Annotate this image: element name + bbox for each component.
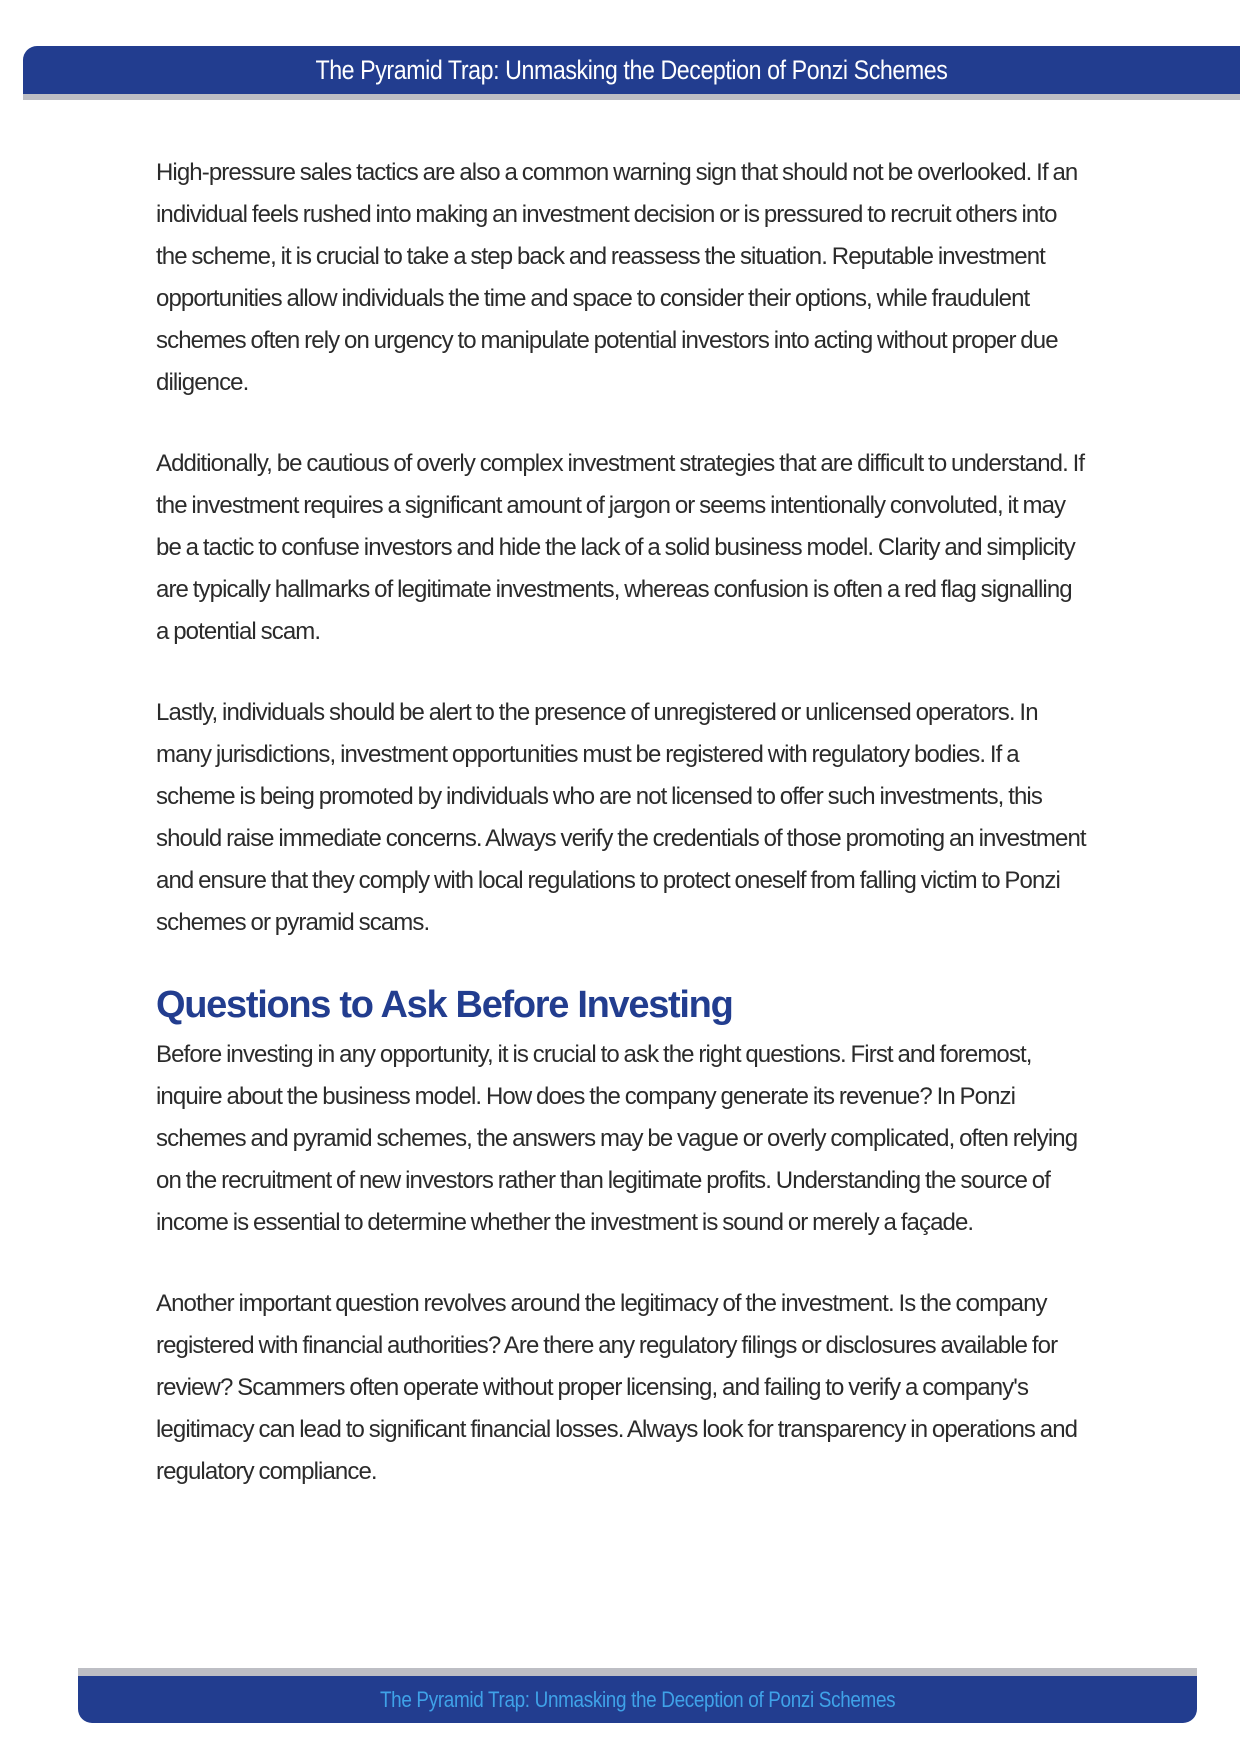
body-paragraph: High-pressure sales tactics are also a common warning sign that should not be overlooked. If an individual feels rushed into making an investment decision or is pressured to recruit others into the scheme, it is crucial to take a step back and reassess the situation. Reputable investment opportunities allow individuals the time and space to consider their options, while fraudulent schemes often rely on urgency to manipulate potential investors into acting without proper due diligence. [156,159,1078,396]
body-paragraph: Lastly, individuals should be alert to the presence of unregistered or unlicensed operators. In many jurisdictions, investment opportunities must be registered with regulatory bodies. If a scheme is being promoted by individuals who are not licensed to offer such investments, this should raise immediate concerns. Always verify the credentials of those promoting an investment and ensure that they comply with local regulations to protect oneself from falling victim to Ponzi schemes or pyramid scams. [156,699,1086,936]
header-title: The Pyramid Trap: Unmasking the Deception of Ponzi Schemes [315,54,948,85]
body-paragraph: Before investing in any opportunity, it is crucial to ask the right questions. First and foremost, inquire about the business model. How does the company generate its revenue? In Ponzi schemes and pyramid schemes, the answers may be vague or overly complicated, often relying on the recruitment of new investors rather than legitimate profits. Understanding the source of income is essential to determine whether the investment is sound or merely a façade. [156,1041,1078,1236]
running-footer [78,1668,1197,1723]
body-paragraph: Another important question revolves around the legitimacy of the investment. Is the company registered with financial authorities? Are there any regulatory filings or disclosures available for review? Scammers often operate without proper licensing, and failing to verify a company's legitimacy can lead to significant financial losses. Always look for transparency in operations and regulatory compliance. [156,1290,1078,1485]
page-body [156,152,1086,1493]
footer-title: The Pyramid Trap: Unmasking the Deception of Ponzi Schemes [379,1686,896,1712]
running-header [23,46,1240,94]
footer-band [78,1676,1197,1723]
footer-divider [78,1668,1197,1676]
section-heading: Questions to Ask Before Investing [156,984,733,1026]
body-paragraph: Additionally, be cautious of overly complex investment strategies that are difficult to understand. If the investment requires a significant amount of jargon or seems intentionally convoluted, it may be a tactic to confuse investors and hide the lack of a solid business model. Clarity and simplicity are typically hallmarks of legitimate investments, whereas confusion is often a red flag signalling a potential scam. [156,450,1085,645]
